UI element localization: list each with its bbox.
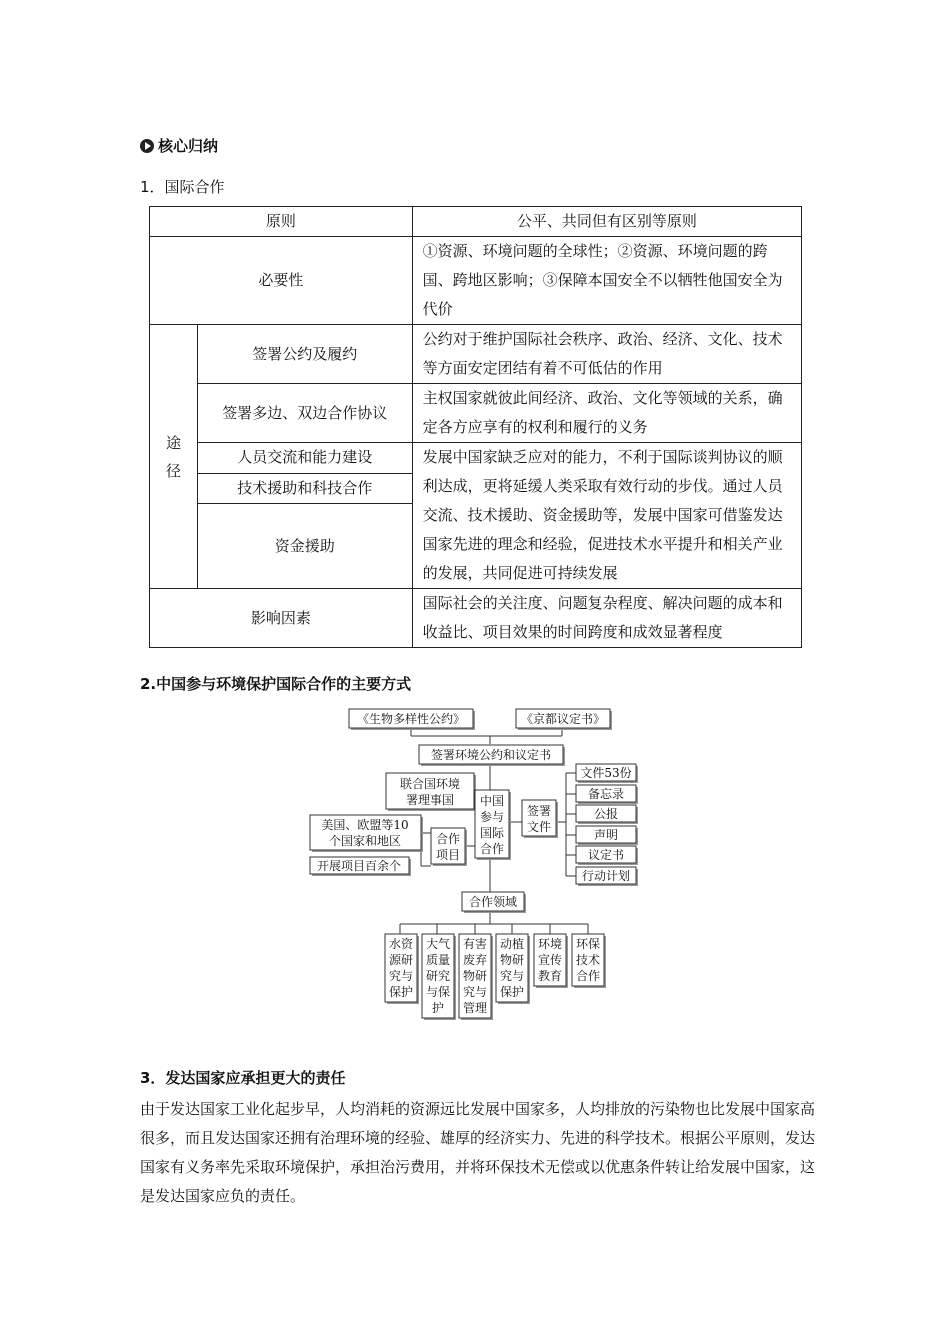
field-text: 技术 xyxy=(575,953,601,967)
field-text: 水资 xyxy=(388,937,414,951)
fields-label-text: 合作领域 xyxy=(468,895,518,909)
field-text: 有害 xyxy=(462,937,488,951)
center-line-4: 合作 xyxy=(479,842,505,856)
field-text: 宣传 xyxy=(537,953,563,967)
docs-label-1: 签署 xyxy=(526,804,552,818)
field-text: 环境 xyxy=(537,937,563,951)
factors-label: 影响因素 xyxy=(150,589,413,648)
way-personnel-exchange: 人员交流和能力建设 xyxy=(197,443,412,474)
field-water xyxy=(385,934,419,1004)
field-text: 管理 xyxy=(462,1001,488,1015)
doc-item: 行动计划 xyxy=(581,869,631,883)
partners-line-2: 个国家和地区 xyxy=(328,834,402,848)
treaty-kyoto-label: 《京都议定书》 xyxy=(520,712,606,726)
doc-item: 公报 xyxy=(593,807,619,821)
field-text: 环保 xyxy=(575,937,601,951)
field-text: 物研 xyxy=(462,969,488,983)
way-funding: 资金援助 xyxy=(197,504,412,589)
field-text: 质量 xyxy=(425,953,451,967)
field-text: 与保 xyxy=(425,985,451,999)
field-tech xyxy=(572,934,606,988)
field-text: 教育 xyxy=(537,969,563,983)
necessity-text: ①资源、环境问题的全球性；②资源、环境问题的跨国、跨地区影响；③保障本国安全不以牺牲他国安全为代价 xyxy=(412,237,801,325)
sign-conventions-label: 签署环境公约和议定书 xyxy=(430,748,552,762)
field-text: 研究 xyxy=(425,969,451,983)
center-line-3: 国际 xyxy=(479,826,505,840)
center-line-1: 中国 xyxy=(479,794,505,808)
coop-projects-box xyxy=(431,828,467,866)
field-air xyxy=(422,934,456,1020)
coop-label-2: 项目 xyxy=(435,848,461,862)
field-text: 究与 xyxy=(462,985,488,999)
field-education xyxy=(534,934,568,988)
heading-international-cooperation: 1．国际合作 xyxy=(140,178,225,196)
way-tech-assistance: 技术援助和科技合作 xyxy=(197,473,412,504)
projects-box xyxy=(310,857,411,876)
way-agreements-desc: 主权国家就彼此间经济、政治、文化等领域的关系，确定各方应享有的权利和履行的义务 xyxy=(412,384,801,443)
coop-label-1: 合作 xyxy=(435,832,461,846)
treaty-kyoto xyxy=(516,709,612,730)
factors-text: 国际社会的关注度、问题复杂程度、解决问题的成本和收益比、项目效果的时间跨度和成效显著程度 xyxy=(412,589,801,648)
heading-developed-responsibility: 3．发达国家应承担更大的责任 xyxy=(140,1069,346,1087)
way-agreements: 签署多边、双边合作协议 xyxy=(197,384,412,443)
field-text: 究与 xyxy=(499,969,525,983)
ways-label-text: 途径 xyxy=(165,433,181,480)
field-text: 动植 xyxy=(499,937,525,951)
treaty-biodiversity-label: 《生物多样性公约》 xyxy=(356,712,466,726)
doc-item: 声明 xyxy=(593,828,619,842)
section-heading-text: 核心归纳 xyxy=(158,137,219,155)
header-principle: 原则 xyxy=(150,207,413,237)
sign-conventions-box xyxy=(419,745,565,766)
projects-label: 开展项目百余个 xyxy=(316,859,402,873)
header-principle-value: 公平、共同但有区别等原则 xyxy=(412,207,801,237)
doc-item: 议定书 xyxy=(587,848,625,862)
treaty-biodiversity xyxy=(349,709,475,730)
way-sign-convention: 签署公约及履约 xyxy=(197,325,412,384)
field-text: 究与 xyxy=(388,969,414,983)
field-text: 护 xyxy=(431,1001,445,1015)
china-center-box xyxy=(475,790,511,860)
field-waste xyxy=(459,934,493,1020)
field-text: 合作 xyxy=(575,969,601,983)
necessity-label: 必要性 xyxy=(150,237,413,325)
ways-shared-desc: 发展中国家缺乏应对的能力，不利于国际谈判协议的顺利达成，更将延缓人类采取有效行动的步伐。通过人员交流、技术援助、资金援助等，发展中国家可借鉴发达国家先进的理念和经验，促进技术水平提升和相关产业的发展，共同促进可持续发展 xyxy=(412,443,801,589)
field-text: 物研 xyxy=(499,953,525,967)
heading-china-participation: 2.中国参与环境保护国际合作的主要方式 xyxy=(140,675,412,693)
partners-line-1: 美国、欧盟等10 xyxy=(321,818,409,832)
doc-item: 备忘录 xyxy=(587,787,625,801)
way-sign-convention-desc: 公约对于维护国际社会秩序、政治、经济、文化、技术等方面安定团结有着不可低估的作用 xyxy=(412,325,801,384)
responsibility-paragraph: 由于发达国家工业化起步早，人均消耗的资源远比发展中国家多，人均排放的污染物也比发展中国家高很多，而且发达国家还拥有治理环境的经验、雄厚的经济实力、先进的科学技术。根据公平原则，发达国家有义务率先采取环境保护，承担治污费用，并将环保技术无偿或以优惠条件转让给发展中国家，这是发达国家应负的责任。 xyxy=(140,1100,816,1205)
partners-box xyxy=(310,815,423,852)
field-text: 保护 xyxy=(388,985,414,999)
field-text: 大气 xyxy=(425,937,451,951)
field-text: 保护 xyxy=(499,985,525,999)
un-line-1: 联合国环境 xyxy=(399,777,461,791)
field-text: 废弃 xyxy=(462,953,488,967)
docs-label-2: 文件 xyxy=(526,820,552,834)
doc-item: 文件53份 xyxy=(580,766,632,780)
field-text: 源研 xyxy=(388,953,414,967)
docs-list xyxy=(576,764,638,886)
un-line-2: 署理事国 xyxy=(405,793,455,807)
field-flora-fauna xyxy=(496,934,530,1004)
center-line-2: 参与 xyxy=(479,810,505,824)
fields-label-box xyxy=(462,892,526,913)
sign-docs-box xyxy=(522,800,558,838)
un-environment-box xyxy=(386,773,476,811)
